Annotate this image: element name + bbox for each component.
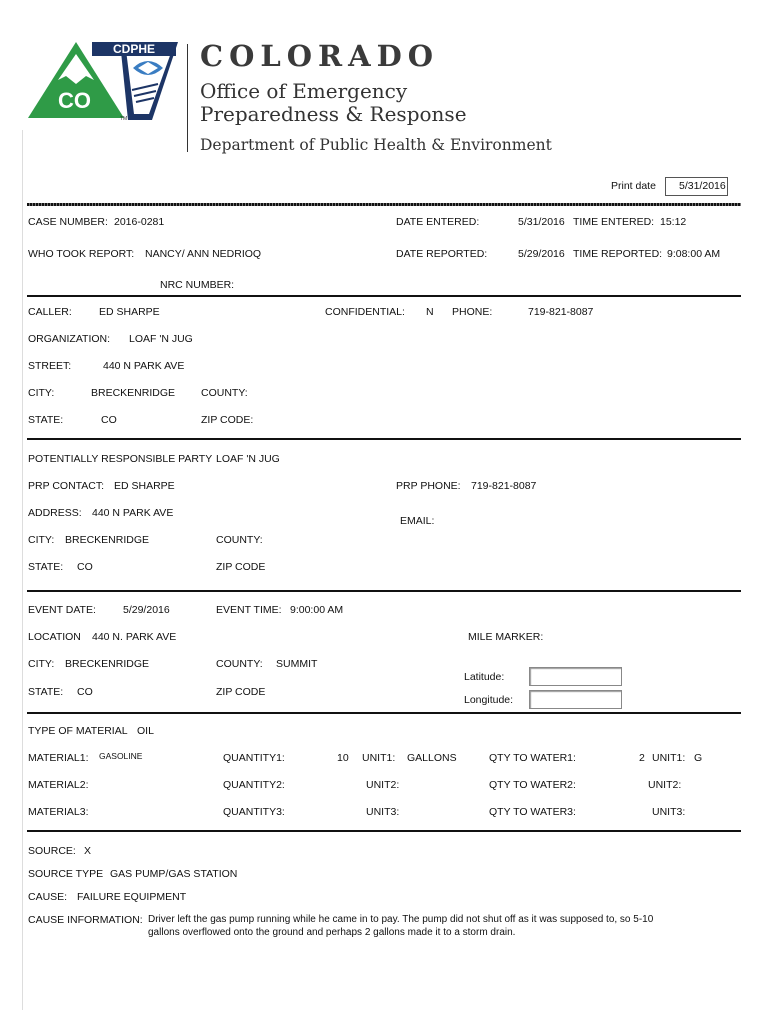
state: CO [101,414,117,426]
header-rule [27,203,741,206]
prp-phone: 719-821-8087 [471,480,537,492]
prp-contact: ED SHARPE [114,480,175,492]
tm-mark: TM [120,116,128,122]
print-date-value: 5/31/2016 [679,180,726,192]
quantity1-label: QUANTITY1: [223,752,285,764]
zip-label: ZIP CODE: [201,414,254,426]
street-label: STREET: [28,360,72,372]
time-entered: 15:12 [660,216,687,228]
confidential: N [426,306,434,318]
unit1-label: UNIT1: [362,752,396,764]
event-state: CO [77,686,93,698]
event-city: BRECKENRIDGE [65,658,150,670]
co-mark: CO [58,88,91,113]
material1-label: MATERIAL1: [28,752,89,764]
time-reported: 9:08:00 AM [667,248,721,260]
quantity3-label: QUANTITY3: [223,806,285,818]
prp-zip-label: ZIP CODE [216,561,266,573]
left-margin-line [22,130,23,1010]
source-type-label: SOURCE TYPE [28,868,104,880]
office-line-1: Office of Emergency [200,79,408,103]
material1: GASOLINE [99,751,143,761]
location-label: LOCATION [28,631,81,643]
event-time: 9:00:00 AM [290,604,344,616]
department-name: Department of Public Health & Environment [200,136,552,154]
city-label: CITY: [28,387,55,399]
prp-city: BRECKENRIDGE [65,534,150,546]
prp-party-label: POTENTIALLY RESPONSIBLE PARTY [28,453,213,465]
cdphe-badge: CDPHE [92,42,176,56]
unit3-label: UNIT3: [366,806,400,818]
rule-material [27,712,741,714]
print-date-label: Print date [611,180,656,192]
cause-info-line1: Driver left the gas pump running while he came in to pay. The pump did not shut off as it was supposed to, so 5-10 [148,914,654,925]
rule-prp [27,438,741,440]
event-state-label: STATE: [28,686,64,698]
quantity1: 10 [337,752,349,764]
prp-county-label: COUNTY: [216,534,263,546]
time-reported-label: TIME REPORTED: [573,248,663,260]
prp-address: 440 N PARK AVE [92,507,174,519]
street: 440 N PARK AVE [103,360,185,372]
prp-state-label: STATE: [28,561,64,573]
water-unit3-label: UNIT3: [652,806,686,818]
event-date-label: EVENT DATE: [28,604,96,616]
rule-source [27,830,741,832]
event-date: 5/29/2016 [123,604,170,616]
water3-label: QTY TO WATER3: [489,806,576,818]
prp-contact-label: PRP CONTACT: [28,480,105,492]
caller: ED SHARPE [99,306,160,318]
mile-marker-label: MILE MARKER: [468,631,544,643]
cause: FAILURE EQUIPMENT [77,891,187,903]
source: X [84,845,92,857]
longitude-label: Longitude: [464,694,514,706]
water-unit2-label: UNIT2: [648,779,682,791]
unit2-label: UNIT2: [366,779,400,791]
location: 440 N. PARK AVE [92,631,177,643]
state-title: COLORADO [200,39,440,73]
event-city-label: CITY: [28,658,55,670]
water-unit1: G [694,752,703,764]
cdphe-logo [28,40,178,124]
cause-label: CAUSE: [28,891,68,903]
time-entered-label: TIME ENTERED: [573,216,655,228]
material-type: OIL [137,725,154,737]
event-county: SUMMIT [276,658,318,670]
prp-party: LOAF 'N JUG [216,453,280,465]
material2-label: MATERIAL2: [28,779,89,791]
prp-email-label: EMAIL: [400,515,435,527]
date-entered-label: DATE ENTERED: [396,216,480,228]
confidential-label: CONFIDENTIAL: [325,306,405,318]
material-type-label: TYPE OF MATERIAL [28,725,128,737]
who-took: NANCY/ ANN NEDRIOQ [145,248,262,260]
source-type: GAS PUMP/GAS STATION [110,868,238,880]
prp-city-label: CITY: [28,534,55,546]
water1-label: QTY TO WATER1: [489,752,576,764]
prp-phone-label: PRP PHONE: [396,480,461,492]
unit1: GALLONS [407,752,457,764]
rule-event [27,590,741,592]
cause-info-label: CAUSE INFORMATION: [28,914,143,926]
date-reported: 5/29/2016 [518,248,565,260]
header-divider [187,44,188,152]
organization-label: ORGANIZATION: [28,333,111,345]
source-label: SOURCE: [28,845,76,857]
phone-label: PHONE: [452,306,493,318]
prp-state: CO [77,561,93,573]
cause-info-line2: gallons overflowed onto the ground and perhaps 2 gallons made it to a storm drain. [148,927,516,938]
event-zip-label: ZIP CODE [216,686,266,698]
county-label: COUNTY: [201,387,248,399]
organization: LOAF 'N JUG [129,333,193,345]
nrc-number-label: NRC NUMBER: [160,279,235,291]
water1: 2 [639,752,645,764]
latitude-label: Latitude: [464,671,505,683]
material3-label: MATERIAL3: [28,806,89,818]
case-number: 2016-0281 [114,216,165,228]
water-unit1-label: UNIT1: [652,752,686,764]
latitude-field[interactable] [529,667,622,686]
city: BRECKENRIDGE [91,387,176,399]
case-number-label: CASE NUMBER: [28,216,108,228]
phone: 719-821-8087 [528,306,594,318]
date-reported-label: DATE REPORTED: [396,248,488,260]
event-county-label: COUNTY: [216,658,263,670]
water2-label: QTY TO WATER2: [489,779,576,791]
caller-label: CALLER: [28,306,72,318]
rule-caller [27,295,741,297]
office-line-2: Preparedness & Response [200,102,467,126]
prp-address-label: ADDRESS: [28,507,82,519]
quantity2-label: QUANTITY2: [223,779,285,791]
date-entered: 5/31/2016 [518,216,565,228]
state-label: STATE: [28,414,64,426]
longitude-field[interactable] [529,690,622,709]
event-time-label: EVENT TIME: [216,604,282,616]
who-took-label: WHO TOOK REPORT: [28,248,135,260]
